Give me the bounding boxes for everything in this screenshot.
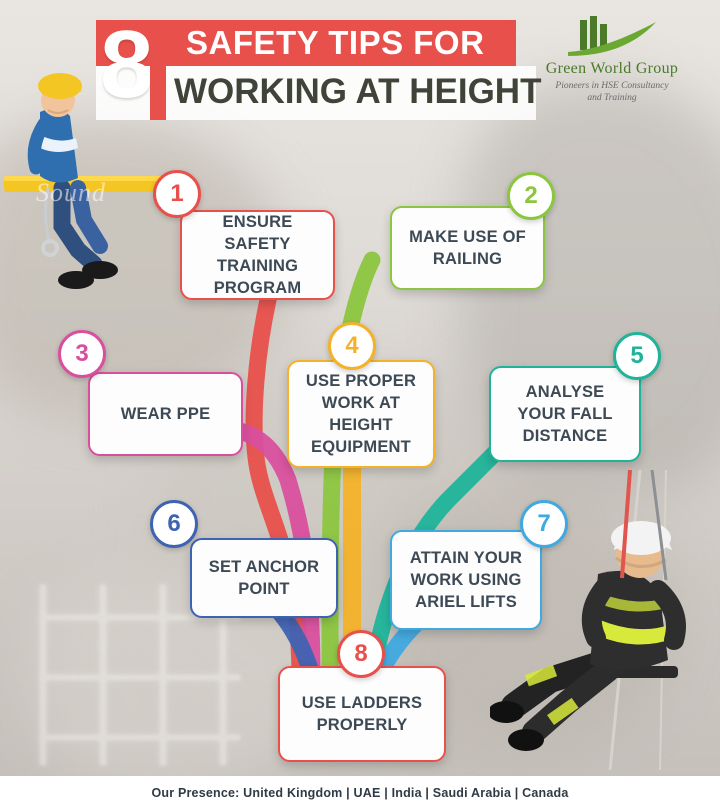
- tip-label-3: WEAR PPE: [120, 405, 211, 423]
- tip-badge-7: 7: [520, 500, 568, 548]
- tip-badge-2: 2: [507, 172, 555, 220]
- logo-word-green: Green: [545, 60, 587, 77]
- tip-card-2[interactable]: [390, 206, 545, 290]
- tip-badge-1: 1: [153, 170, 201, 218]
- tip-card-1[interactable]: [180, 210, 335, 300]
- tip-badge-4: 4: [328, 322, 376, 370]
- tip-card-8[interactable]: [278, 666, 446, 762]
- headline-number: 8: [100, 11, 151, 118]
- tip-label-5: ANALYSE YOUR FALL DISTANCE: [517, 383, 613, 445]
- footer-bar: [0, 776, 720, 810]
- tip-card-3[interactable]: [88, 372, 243, 456]
- title-accent-tab: [150, 66, 166, 120]
- tip-label-4: USE PROPER WORK AT HEIGHT EQUIPMENT: [305, 372, 417, 456]
- logo-word-world: World: [590, 60, 632, 77]
- tip-card-4[interactable]: [287, 360, 435, 468]
- tip-label-1: ENSURE SAFETY TRAINING PROGRAM: [213, 213, 302, 297]
- footer-text: Our Presence: United Kingdom | UAE | India | Saudi Arabia | Canada: [151, 786, 569, 800]
- tip-card-6[interactable]: [190, 538, 338, 618]
- tip-badge-5: 5: [613, 332, 661, 380]
- logo-word-group: Group: [635, 60, 679, 77]
- tip-card-7[interactable]: [390, 530, 542, 630]
- tip-badge-6: 6: [150, 500, 198, 548]
- logo-tagline-line-1: Pioneers in HSE Consultancy: [555, 81, 669, 91]
- tip-label-6: SET ANCHOR POINT: [208, 558, 320, 598]
- tip-label-8: USE LADDERS PROPERLY: [301, 694, 423, 734]
- tip-badge-8: 8: [337, 630, 385, 678]
- tip-label-2: MAKE USE OF RAILING: [409, 228, 526, 268]
- tip-label-7: ATTAIN YOUR WORK USING ARIEL LIFTS: [409, 549, 523, 611]
- tip-badge-3: 3: [58, 330, 106, 378]
- tip-card-5[interactable]: [489, 366, 641, 462]
- logo-tagline-line-2: and Training: [587, 93, 637, 103]
- headline-line-2: WORKING AT HEIGHT: [174, 72, 542, 111]
- watermark-text: Sound: [36, 178, 106, 207]
- headline-line-1: SAFETY TIPS FOR: [186, 24, 485, 61]
